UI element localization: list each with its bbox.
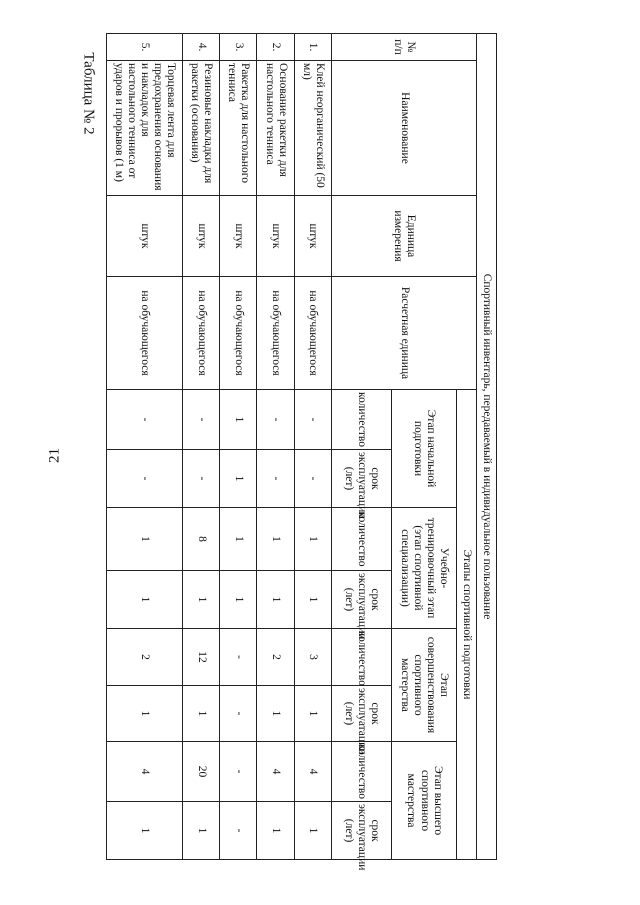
cell-value: - — [257, 390, 294, 450]
cell-value: 12 — [182, 629, 219, 686]
cell-value: - — [182, 450, 219, 508]
row-num: 3. — [220, 34, 257, 61]
cell-value: - — [107, 450, 183, 508]
row-name: Клей неорганический (50 мл) — [294, 61, 331, 196]
cell-value: 1 — [257, 686, 294, 742]
row-num: 1. — [294, 34, 331, 61]
cell-value: - — [220, 802, 257, 860]
cell-value: 1 — [107, 571, 183, 629]
header-stage: Этап начальной подготовки — [392, 390, 457, 508]
row-calc: на обучающегося — [294, 277, 331, 390]
row-name: Торцевая лента для предохранения основания и накладок для настольного тенниса от ударов и прорывов (1 м) — [107, 61, 183, 196]
cell-value: 1 — [220, 450, 257, 508]
cell-value: 2 — [107, 629, 183, 686]
table-number: Таблица № 2 — [80, 52, 97, 135]
header-name: Наименование — [332, 61, 477, 196]
cell-value: 1 — [294, 802, 331, 860]
cell-value: 2 — [257, 629, 294, 686]
cell-value: 1 — [107, 802, 183, 860]
cell-value: 1 — [107, 686, 183, 742]
header-qty: количество — [332, 742, 392, 802]
cell-value: 1 — [257, 571, 294, 629]
cell-value: 4 — [294, 742, 331, 802]
row-unit: штук — [257, 196, 294, 277]
cell-value: 1 — [294, 571, 331, 629]
header-qty: количество — [332, 629, 392, 686]
row-calc: на обучающегося — [107, 277, 183, 390]
cell-value: - — [220, 742, 257, 802]
header-unit: Единица измерения — [332, 196, 477, 277]
row-name: Основание ракетки для настольного тенниса — [257, 61, 294, 196]
cell-value: 4 — [107, 742, 183, 802]
row-unit: штук — [182, 196, 219, 277]
cell-value: - — [182, 390, 219, 450]
row-num: 4. — [182, 34, 219, 61]
cell-value: 4 — [257, 742, 294, 802]
equipment-table — [106, 33, 497, 871]
cell-value: - — [294, 450, 331, 508]
table-row — [182, 34, 219, 860]
row-calc: на обучающегося — [220, 277, 257, 390]
row-name: Ракетка для настольного тенниса — [220, 61, 257, 196]
cell-value: 1 — [182, 802, 219, 860]
row-num: 5. — [107, 34, 183, 61]
row-name: Резиновые накладки для ракетки (основания) — [182, 61, 219, 196]
cell-value: 20 — [182, 742, 219, 802]
cell-value: 1 — [220, 571, 257, 629]
cell-value: 1 — [294, 508, 331, 571]
row-unit: штук — [107, 196, 183, 277]
header-stage: Учебно-тренировочный этап (этап спортивной специализации) — [392, 508, 457, 629]
cell-value: - — [257, 450, 294, 508]
header-calc: Расчетная единица — [332, 277, 477, 390]
table-title: Спортивный инвентарь, передаваемый в индивидуальное пользование — [477, 34, 497, 860]
header-term: срок эксплуатации (лет) — [332, 802, 392, 860]
page-number: 21 — [46, 448, 63, 463]
header-num: № п/п — [332, 34, 477, 61]
cell-value: - — [220, 686, 257, 742]
cell-value: 1 — [182, 571, 219, 629]
cell-value: 1 — [294, 686, 331, 742]
cell-value: 1 — [257, 508, 294, 571]
cell-value: 8 — [182, 508, 219, 571]
row-num: 2. — [257, 34, 294, 61]
cell-value: - — [107, 390, 183, 450]
cell-value: - — [294, 390, 331, 450]
rotated-table-container — [106, 33, 497, 871]
header-term: срок эксплуатации (лет) — [332, 686, 392, 742]
header-qty: количество — [332, 508, 392, 571]
cell-value: 3 — [294, 629, 331, 686]
cell-value: - — [220, 629, 257, 686]
header-stage: Этап совершенствования спортивного мастерства — [392, 629, 457, 742]
cell-value: 1 — [220, 390, 257, 450]
header-stage: Этап высшего спортивного мастерства — [392, 742, 457, 860]
cell-value: 1 — [220, 508, 257, 571]
table-row — [107, 34, 183, 860]
table-row — [257, 34, 294, 860]
header-stages: Этапы спортивной подготовки — [457, 390, 477, 860]
cell-value: 1 — [182, 686, 219, 742]
cell-value: 1 — [107, 508, 183, 571]
header-term: срок эксплуатации (лет) — [332, 450, 392, 508]
row-calc: на обучающегося — [257, 277, 294, 390]
row-unit: штук — [220, 196, 257, 277]
row-calc: на обучающегося — [182, 277, 219, 390]
header-term: срок эксплуатации (лет) — [332, 571, 392, 629]
table-row — [220, 34, 257, 860]
row-unit: штук — [294, 196, 331, 277]
header-qty: количество — [332, 390, 392, 450]
cell-value: 1 — [257, 802, 294, 860]
table-row — [294, 34, 331, 860]
